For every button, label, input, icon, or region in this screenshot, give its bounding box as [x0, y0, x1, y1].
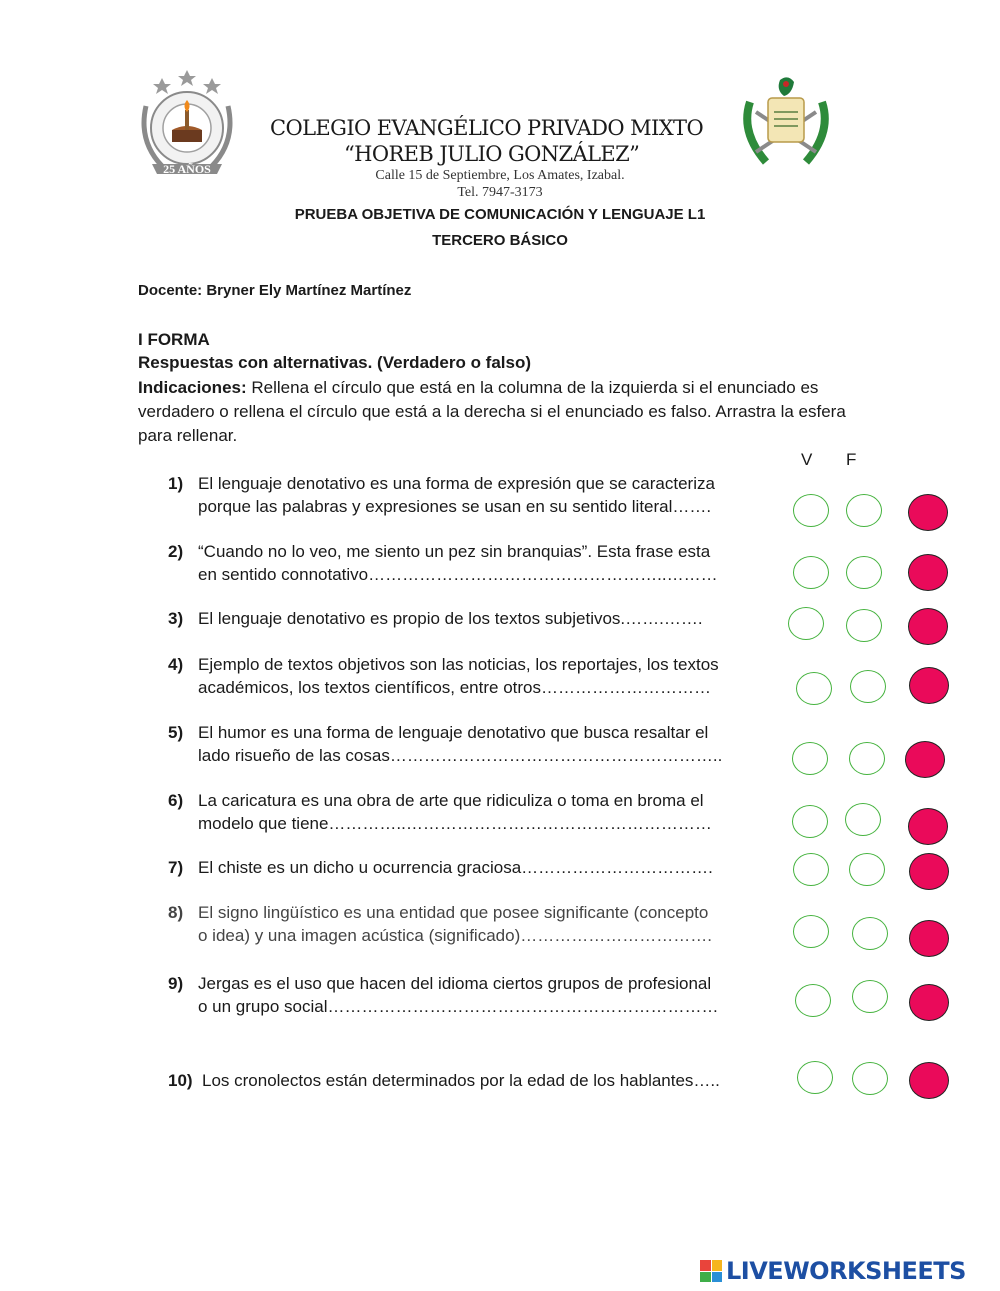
question-number: 2) [168, 542, 184, 561]
question-number: 10) [168, 1071, 193, 1090]
question-10 [168, 1069, 798, 1092]
drag-ball-1[interactable] [908, 494, 948, 531]
column-true-label: V [801, 450, 813, 469]
question-text-line2: académicos, los textos científicos, entre otros………………………… [198, 678, 711, 697]
school-name-line1: COLEGIO EVANGÉLICO PRIVADO MIXTO [270, 116, 704, 140]
question-number: 9) [168, 974, 184, 993]
question-7 [168, 856, 798, 879]
question-text-line1: “Cuando no lo veo, me siento un pez sin branquias”. Esta frase esta [198, 542, 711, 561]
instructions [138, 376, 858, 448]
question-number: 3) [168, 609, 184, 628]
answer-false-circle-6[interactable] [845, 803, 881, 836]
question-5 [168, 721, 798, 767]
school-address: Calle 15 de Septiembre, Los Amates, Izabal. [375, 168, 625, 183]
school-name-line2: “HOREB JULIO GONZÁLEZ” [344, 142, 640, 166]
drag-ball-3[interactable] [908, 608, 948, 645]
section-subtitle: Respuestas con alternativas. (Verdadero o falso) [138, 353, 532, 372]
drag-ball-7[interactable] [909, 853, 949, 890]
grade-label: TERCERO BÁSICO [432, 232, 568, 249]
teacher-name: Docente: Bryner Ely Martínez Martínez [138, 282, 412, 299]
brand-grid-icon [700, 1260, 722, 1282]
question-text-line2: porque las palabras y expresiones se usan en su sentido literal……. [198, 497, 712, 516]
answer-false-circle-10[interactable] [852, 1062, 888, 1095]
question-8 [168, 901, 798, 947]
drag-ball-6[interactable] [908, 808, 948, 845]
column-false-label: F [846, 450, 857, 469]
answer-false-circle-3[interactable] [846, 609, 882, 642]
answer-true-circle-3[interactable] [788, 607, 824, 640]
question-text-line2: o un grupo social…………………………………………………………… [198, 997, 719, 1016]
drag-ball-9[interactable] [909, 984, 949, 1021]
question-text-line2: lado risueño de las cosas………………………………………………….. [198, 746, 723, 765]
drag-ball-2[interactable] [908, 554, 948, 591]
question-number: 7) [168, 858, 184, 877]
answer-false-circle-7[interactable] [849, 853, 885, 886]
question-6 [168, 789, 798, 835]
question-3 [168, 607, 798, 630]
question-text-line1: El lenguaje denotativo es propio de los textos subjetivos.…….……. [198, 609, 703, 628]
answer-false-circle-8[interactable] [852, 917, 888, 950]
question-number: 1) [168, 474, 184, 493]
answer-true-circle-1[interactable] [793, 494, 829, 527]
question-text-line1: El humor es una forma de lenguaje denotativo que busca resaltar el [198, 723, 709, 742]
brand-name: LIVEWORKSHEETS [726, 1257, 966, 1285]
answer-true-circle-6[interactable] [792, 805, 828, 838]
question-2 [168, 540, 798, 586]
question-4 [168, 653, 798, 699]
question-text-line1: El lenguaje denotativo es una forma de expresión que se caracteriza [198, 474, 715, 493]
answer-false-circle-1[interactable] [846, 494, 882, 527]
question-text-line1: El chiste es un dicho u ocurrencia graciosa……………………………. [198, 858, 713, 877]
question-text-line2: modelo que tiene…………..……………………………………………… [198, 814, 712, 833]
instructions-text: Rellena el círculo que está en la columna de la izquierda si el enunciado es verdadero o rellena el círculo que está a la derecha si el enunciado es falso. Arrastra la esfera para rellenar. [138, 378, 846, 445]
crest-anniversary-text: 25 AÑOS [163, 162, 211, 176]
answer-true-circle-8[interactable] [793, 915, 829, 948]
answer-true-circle-9[interactable] [795, 984, 831, 1017]
question-text-line1: La caricatura es una obra de arte que ridiculiza o toma en broma el [198, 791, 704, 810]
drag-ball-8[interactable] [909, 920, 949, 957]
answer-false-circle-2[interactable] [846, 556, 882, 589]
question-1 [168, 472, 798, 518]
question-number: 5) [168, 723, 184, 742]
question-text-line1: El signo lingüístico es una entidad que posee significante (concepto [198, 903, 709, 922]
question-text-line1: Ejemplo de textos objetivos son las noticias, los reportajes, los textos [198, 655, 719, 674]
instructions-label: Indicaciones: [138, 378, 247, 397]
answer-true-circle-7[interactable] [793, 853, 829, 886]
answer-true-circle-2[interactable] [793, 556, 829, 589]
question-text-line2: en sentido connotativo……………………………………………..……… [198, 565, 718, 584]
drag-ball-5[interactable] [905, 741, 945, 778]
coat-of-arms-logo [736, 72, 836, 172]
answer-true-circle-10[interactable] [797, 1061, 833, 1094]
answer-false-circle-5[interactable] [849, 742, 885, 775]
question-number: 6) [168, 791, 184, 810]
question-9 [168, 972, 798, 1018]
drag-ball-10[interactable] [909, 1062, 949, 1099]
question-text-line1: Jergas es el uso que hacen del idioma ciertos grupos de profesional [198, 974, 712, 993]
question-number: 4) [168, 655, 184, 674]
question-number: 8) [168, 903, 184, 922]
answer-true-circle-4[interactable] [796, 672, 832, 705]
answer-false-circle-9[interactable] [852, 980, 888, 1013]
liveworksheets-brand [700, 1258, 966, 1284]
school-phone: Tel. 7947-3173 [457, 185, 543, 200]
question-text-line2: o idea) y una imagen acústica (significado)……………………………. [198, 926, 712, 945]
school-crest-logo [132, 66, 242, 186]
section-title: I FORMA [138, 330, 210, 349]
test-title: PRUEBA OBJETIVA DE COMUNICACIÓN Y LENGUAJE L1 [294, 206, 706, 223]
answer-false-circle-4[interactable] [850, 670, 886, 703]
question-text-line1: Los cronolectos están determinados por la edad de los hablantes….. [202, 1071, 720, 1090]
answer-true-circle-5[interactable] [792, 742, 828, 775]
drag-ball-4[interactable] [909, 667, 949, 704]
